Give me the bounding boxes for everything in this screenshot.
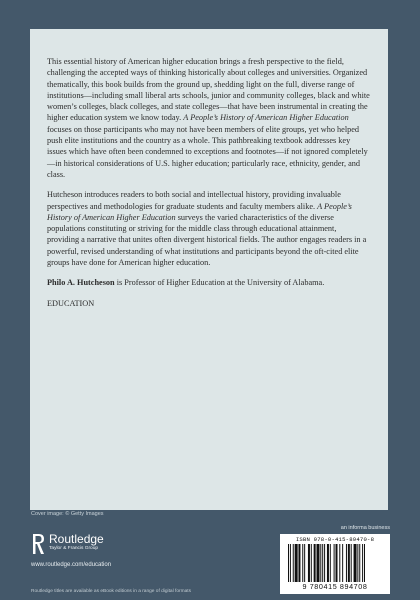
publisher-block [31,531,181,581]
informa-tagline: an informa business [340,525,390,531]
ebook-availability-note: Routledge titles are available as eBook editions in a range of digital formats [31,589,191,594]
blurb-p2-text-a: Hutcheson introduces readers to both social and intellectual history, providing invaluable perspectives and methodologies for graduate students and faculty members alike. [47,190,341,211]
blurb-paragraph-2 [47,189,370,268]
description-panel [30,29,388,510]
barcode-digits: 9 780415 894708 [302,582,368,591]
barcode-bars [286,544,384,582]
publisher-url: www.routledge.com/education [31,562,112,568]
blurb-p2-text-b: surveys the varied characteristics of the diverse populations constituting or striving for the middle class through educational attainment, providing a narrative that unites often divergent historical fields. The author engages readers in a powerful, revised understanding of what institutions and participants beyond the oft-cited elite groups have done for American higher education. [47,212,367,268]
blurb-p1-text-a: This essential history of American higher education brings a fresh perspective to the field, challenging the accepted ways of thinking historically about colleges and universities. Organized thematically, this book builds from the ground up, shedding light on the full, diverse range of institutions—including small liberal arts schools, junior and community colleges, black and white women’s colleges, black colleges, and state colleges—that have been instrumental in creating the higher education system we know today. [47,57,370,123]
author-bio [47,277,370,288]
book-title-italic: A People’s History of American Higher Education [47,201,352,222]
isbn-barcode [280,534,390,594]
publisher-name: Routledge [49,532,104,546]
blurb-paragraph-1 [47,56,370,180]
subject-category: EDUCATION [47,298,95,308]
isbn-label: ISBN 978-0-415-89470-8 [295,536,375,543]
publisher-group: Taylor & Francis Group [49,546,99,551]
routledge-logo-icon [31,533,45,555]
cover-image-credit: Cover image: © Getty Images [31,511,104,517]
blurb-p1-text-b: focuses on those participants who may not have been members of elite groups, yet who helped push elite institutions and the country as a whole. This pathbreaking textbook addresses key issues which have often been condemned to exceptions and footnotes—if not ignored completely—in historical considerations of U.S. higher education; particularly race, ethnicity, gender, and class. [47,124,368,179]
author-name: Philo A. Hutcheson [47,278,115,288]
author-bio-text: is Professor of Higher Education at the University of Alabama. [114,278,325,288]
book-title-italic: A People’s History of American Higher Education [183,113,349,123]
